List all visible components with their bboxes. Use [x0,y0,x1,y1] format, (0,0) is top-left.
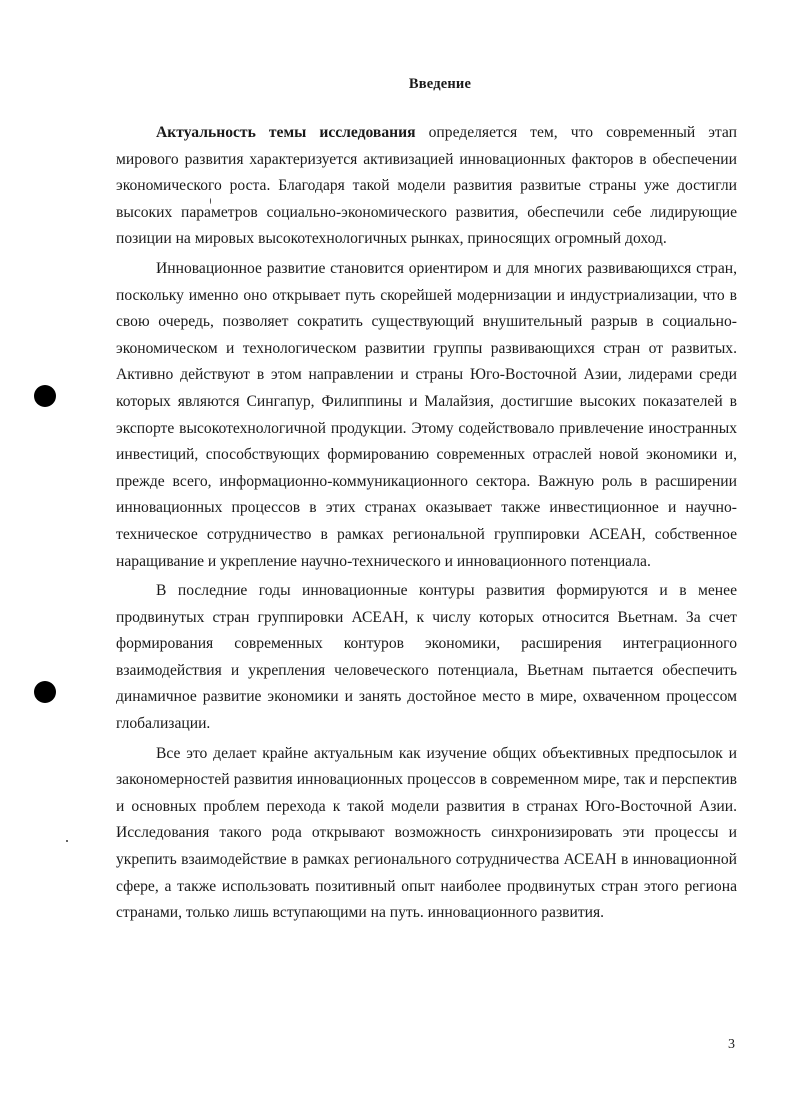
paragraph-text: определяется тем, что современный этап мирового развития характеризуется активизацией инновационных факторов в обеспечении экономического роста. Благодаря такой модели развития развитые страны уже достигли высоких параметров социально-экономического развития, обеспечили себе лидирующие позиции на мировых высокотехнологичных рынках, приносящих огромный доход. [116,124,737,248]
paragraph-relevance [116,120,737,253]
punch-hole-mark [34,681,56,703]
paragraph-lead: Актуальность темы исследования [156,124,416,141]
paragraph-vietnam [116,578,737,738]
paragraph-text: Все это делает крайне актуальным как изучение общих объективных предпосылок и закономерностей развития инновационных процессов в современном мире, так и перспектив и основных проблем перехода к такой модели развития в странах Юго-Восточной Азии. Исследования такого рода открывают возможность синхронизировать эти процессы и укрепить взаимодействие в рамках регионального сотрудничества АСЕАН в инновационной сфере, а также использовать позитивный опыт наиболее продвинутых стран этого региона странами, только лишь вступающими на путь. инновационного развития. [116,744,737,922]
page-number: 3 [728,1037,735,1052]
paragraph-text: Инновационное развитие становится ориентиром и для многих развивающихся стран, поскольку именно оно открывает путь скорейшей модернизации и индустриализации, что в свою очередь, позволяет сократить существующий внушительный разрыв в социально-экономическом и технологическом развитии группы развивающихся стран от развитых. Активно действуют в этом направлении и страны Юго-Восточной Азии, лидерами среди которых являются Сингапур, Филиппины и Малайзия, достигшие высоких показателей в экспорте высокотехнологичной продукции. Этому содействовало привлечение иностранных инвестиций, способствующих формированию современных отраслей новой экономики и, прежде всего, информационно-коммуникационного сектора. Важную роль в расширении инновационных процессов в этих странах оказывает также инвестиционное и научно-техническое сотрудничество в рамках региональной группировки АСЕАН, собственное наращивание и укрепление научно-технического и инновационного потенциала. [116,259,737,570]
section-title: Введение [408,76,472,92]
body-text [116,120,737,930]
paragraph-text: В последние годы инновационные контуры развития формируются и в менее продвинутых стран группировки АСЕАН, к числу которых относится Вьетнам. За счет формирования современных контуров экономики, расширения интеграционного взаимодействия и укрепления человеческого потенциала, Вьетнам пытается обеспечить динамичное развитие экономики и занять достойное место в мире, охваченном процессом глобализации. [116,582,737,733]
scan-speck [66,840,68,842]
paragraph-innovation [116,256,737,575]
paragraph-conclusion [116,741,737,927]
punch-hole-mark [34,385,56,407]
